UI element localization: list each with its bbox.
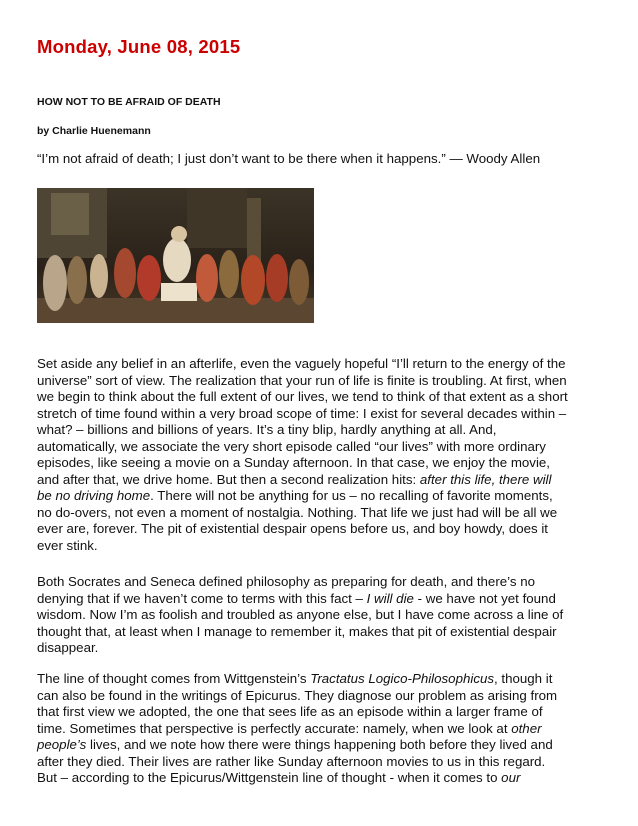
text-line: universe” sort of view. The realization that your run of life is finite is troubling. At first, when	[37, 372, 567, 388]
text-line: ever stink.	[37, 537, 98, 553]
emphasis-text: other	[511, 720, 542, 736]
paragraph-wittgenstein	[37, 671, 605, 787]
text-line	[37, 472, 605, 489]
text-segment: denying that if we haven’t come to terms with this fact –	[37, 590, 367, 606]
text-line: what? – billions and billions of years. It’s a tiny blip, hardly anything at all. And,	[37, 422, 497, 437]
text-line: we begin to think about the full extent of our lives, we tend to think of that extent as a short	[37, 389, 568, 404]
text-line: ever are, forever. The pit of existential despair opens before us, and boy howdy, does it	[37, 521, 549, 536]
paragraph-philosophy	[37, 574, 605, 657]
emphasis-text: our	[501, 770, 521, 785]
post-title: HOW NOT TO BE AFRAID OF DEATH	[37, 96, 221, 108]
emphasis-text: be no driving home	[37, 488, 151, 503]
emphasis-text: I will die	[366, 590, 414, 606]
text-line: wisdom. Now I’m as foolish and troubled as anyone else, but I have come across a line of	[37, 607, 564, 622]
text-segment: The line of thought comes from Wittgenstein’s	[37, 671, 311, 686]
text-line	[37, 721, 605, 738]
text-segment: - we have not yet found	[413, 590, 556, 606]
text-line: no do-overs, not even a moment of nostalgia. Nothing. That life we just had will be all we	[37, 504, 558, 520]
text-line: that first view we adopted, the one that sees life as an episode within a larger frame of	[37, 704, 543, 719]
text-segment: time. Sometimes that perspective is perfectly accurate: namely, when we look at	[37, 720, 512, 736]
author-byline: by Charlie Huenemann	[37, 125, 151, 137]
text-line: disappear.	[37, 640, 99, 655]
text-line: Set aside any belief in an afterlife, even the vaguely hopeful “I’ll return to the energy of the	[37, 356, 566, 371]
epigraph-quote: “I’m not afraid of death; I just don’t want to be there when it happens.” — Woody Allen	[37, 151, 541, 166]
emphasis-text: people’s	[37, 737, 87, 752]
text-line: episodes, like seeing a movie on a Sunday afternoon. In that case, we enjoy the movie,	[37, 455, 550, 470]
text-line	[37, 737, 605, 754]
text-line: Both Socrates and Seneca defined philosophy as preparing for death, and there’s no	[37, 574, 535, 589]
post-date: Monday, June 08, 2015	[37, 36, 241, 57]
text-line	[37, 770, 605, 787]
text-segment: and after that, we drive home. But then a second realization hits:	[37, 471, 420, 487]
text-line: stretch of time found within a very broad scope of time: I exist for several decades within –	[37, 405, 567, 421]
text-line: thought that, at least when I manage to remember it, makes that pit of existential despair	[37, 623, 557, 639]
emphasis-text: Tractatus Logico-Philosophicus	[310, 671, 495, 686]
paragraph-afterlife	[37, 356, 605, 554]
text-segment: lives, and we note how there were things happening both before they lived and	[86, 737, 553, 752]
text-segment: , though it	[494, 671, 553, 686]
painting-illustration	[37, 188, 314, 323]
text-line: automatically, we associate the very short episode called “our lives” with more ordinary	[37, 438, 546, 454]
text-segment: . There will not be anything for us – no recalling of favorite moments,	[150, 488, 553, 503]
text-line: can also be found in the writings of Epicurus. They diagnose our problem as arising from	[37, 687, 558, 703]
text-segment: But – according to the Epicurus/Wittgenstein line of thought - when it comes to	[37, 770, 502, 785]
text-line	[37, 671, 605, 688]
emphasis-text: after this life, there will	[419, 471, 552, 487]
text-line	[37, 591, 605, 608]
death-of-socrates-painting	[37, 188, 314, 323]
text-line	[37, 488, 605, 505]
text-line: after they died. Their lives are rather like Sunday afternoon movies to us in this regard.	[37, 753, 546, 769]
